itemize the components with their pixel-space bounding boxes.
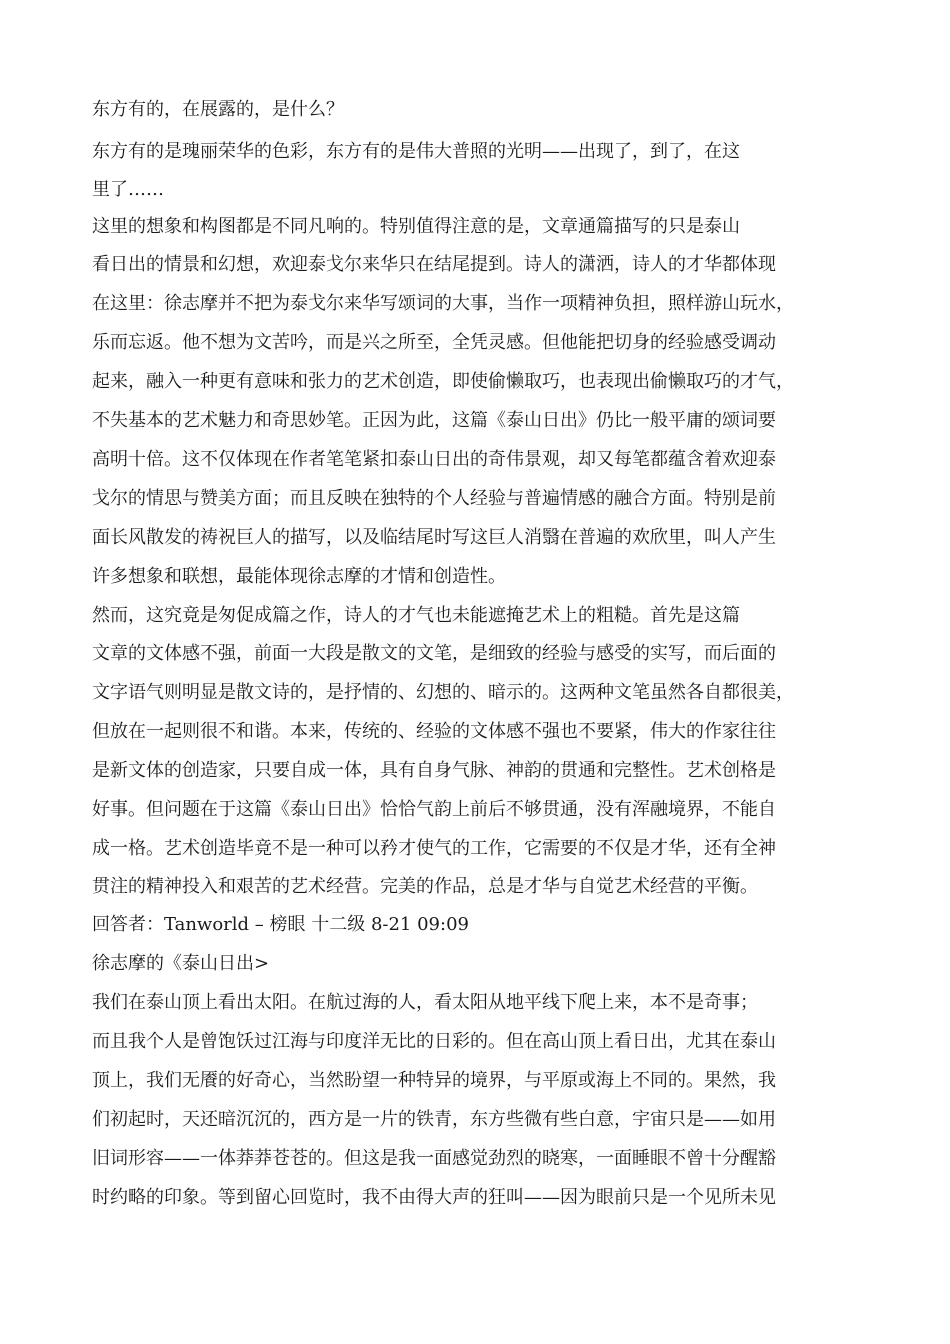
text-line: 好事。但问题在于这篇《泰山日出》恰恰气韵上前后不够贯通，没有浑融境界，不能自 [92, 799, 776, 820]
text-line: 东方有的，在展露的，是什么？ [92, 99, 344, 120]
text-line: 乐而忘返。他不想为文苦吟，而是兴之所至，全凭灵感。但他能把切身的经验感受调动 [92, 332, 776, 353]
text-line: 看日出的情景和幻想，欢迎泰戈尔来华只在结尾提到。诗人的潇洒，诗人的才华都体现 [92, 254, 776, 275]
text-line: 时约略的印象。等到留心回览时，我不由得大声的狂叫——因为眼前只是一个见所未见 [92, 1187, 776, 1208]
text-line: 戈尔的情思与赞美方面；而且反映在独特的个人经验与普遍情感的融合方面。特别是前 [92, 488, 776, 509]
text-line: 文字语气则明显是散文诗的，是抒情的、幻想的、暗示的。这两种文笔虽然各自都很美， [92, 682, 794, 703]
text-line: 不失基本的艺术魅力和奇思妙笔。正因为此，这篇《泰山日出》仍比一般平庸的颂词要 [92, 410, 776, 431]
text-line: 但放在一起则很不和谐。本来，传统的、经验的文体感不强也不要紧，伟大的作家往往 [92, 721, 776, 742]
text-line: 这里的想象和构图都是不同凡响的。特别值得注意的是，文章通篇描写的只是泰山 [92, 216, 740, 237]
text-line: 顶上，我们无餍的好奇心，当然盼望一种特异的境界，与平原或海上不同的。果然，我 [92, 1070, 776, 1091]
text-line: 面长风散发的祷祝巨人的描写，以及临结尾时写这巨人消翳在普遍的欢欣里，叫人产生 [92, 527, 776, 548]
text-line: 许多想象和联想，最能体现徐志摩的才情和创造性。 [92, 566, 506, 587]
text-line: 而且我个人是曾饱饫过江海与印度洋无比的日彩的。但在高山顶上看日出，尤其在泰山 [92, 1031, 776, 1052]
text-line: 然而，这究竟是匆促成篇之作，诗人的才气也未能遮掩艺术上的粗糙。首先是这篇 [92, 605, 740, 626]
text-line: 高明十倍。这不仅体现在作者笔笔紧扣泰山日出的奇伟景观，却又每笔都蕴含着欢迎泰 [92, 449, 776, 470]
answer-meta-line: 回答者：Tanworld – 榜眼 十二级 8-21 09:09 [92, 914, 469, 935]
text-line: 文章的文体感不强，前面一大段是散文的文笔，是细致的经验与感受的实写，而后面的 [92, 643, 776, 664]
text-line: 起来，融入一种更有意味和张力的艺术创造，即使偷懒取巧，也表现出偷懒取巧的才气， [92, 371, 794, 392]
text-line: 徐志摩的《泰山日出> [92, 953, 270, 974]
text-line: 里了…… [92, 179, 164, 200]
text-line: 旧词形容——一体莽莽苍苍的。但这是我一面感觉劲烈的晓寒，一面睡眼不曾十分醒豁 [92, 1148, 776, 1169]
text-line: 我们在泰山顶上看出太阳。在航过海的人，看太阳从地平线下爬上来，本不是奇事； [92, 992, 758, 1013]
text-line: 们初起时，天还暗沉沉的，西方是一片的铁青，东方些微有些白意，宇宙只是——如用 [92, 1109, 776, 1130]
text-line: 在这里：徐志摩并不把为泰戈尔来华写颂词的大事，当作一项精神负担，照样游山玩水， [92, 293, 794, 314]
text-line: 贯注的精神投入和艰苦的艺术经营。完美的作品，总是才华与自觉艺术经营的平衡。 [92, 876, 758, 897]
text-line: 东方有的是瑰丽荣华的色彩，东方有的是伟大普照的光明——出现了，到了，在这 [92, 141, 740, 162]
text-line: 成一格。艺术创造毕竟不是一种可以矜才使气的工作，它需要的不仅是才华，还有全神 [92, 838, 776, 859]
text-line: 是新文体的创造家，只要自成一体，具有自身气脉、神韵的贯通和完整性。艺术创格是 [92, 760, 776, 781]
